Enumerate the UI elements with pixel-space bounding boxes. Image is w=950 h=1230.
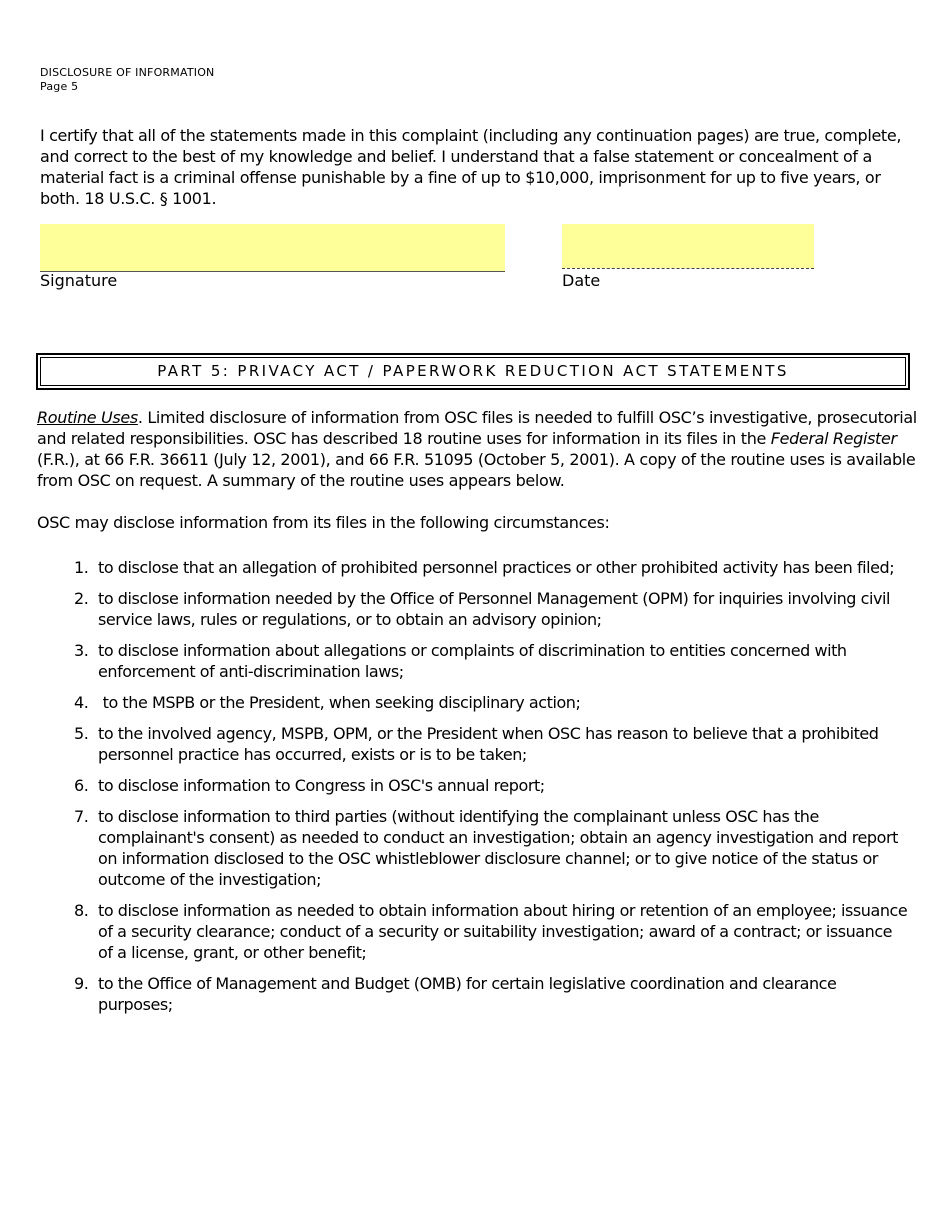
list-item-number: 6. — [74, 776, 89, 795]
routine-uses-paragraph — [37, 407, 917, 491]
signature-label: Signature — [40, 271, 118, 290]
routine-uses-text-2: (F.R.), at 66 F.R. 36611 (July 12, 2001), and 66 F.R. 51095 (October 5, 2001). A copy of the routine uses is available from OSC on request. A summary of the routine uses appears below. — [37, 450, 916, 490]
part5-heading-box — [36, 353, 910, 390]
list-item-number: 9. — [74, 974, 89, 993]
list-item — [70, 692, 910, 713]
disclosure-intro: OSC may disclose information from its files in the following circumstances: — [37, 513, 610, 532]
page-number: Page 5 — [40, 80, 79, 93]
date-underline — [562, 268, 814, 269]
list-item — [70, 900, 910, 963]
list-item-number: 4. — [74, 693, 89, 712]
list-item-text: to the Office of Management and Budget (OMB) for certain legislative coordination and clearance purposes; — [98, 974, 837, 1014]
list-item-number: 2. — [74, 589, 89, 608]
list-item-number: 8. — [74, 901, 89, 920]
list-item — [70, 775, 910, 796]
list-item — [70, 723, 910, 765]
routine-uses-title: Routine Uses — [37, 408, 138, 427]
list-item — [70, 557, 910, 578]
date-label: Date — [562, 271, 601, 290]
list-item-text: to disclose information about allegations or complaints of discrimination to entities concerned with enforcement of anti-discrimination laws; — [98, 641, 847, 681]
signature-field[interactable] — [40, 224, 505, 272]
list-item — [70, 973, 910, 1015]
list-item-number: 1. — [74, 558, 89, 577]
federal-register-title: Federal Register — [770, 429, 897, 448]
list-item — [70, 640, 910, 682]
routine-uses-list — [70, 557, 910, 1025]
list-item — [70, 806, 910, 890]
list-item-text: to disclose information needed by the Office of Personnel Management (OPM) for inquiries involving civil service laws, rules or regulations, or to obtain an advisory opinion; — [98, 589, 890, 629]
list-item-text: to the MSPB or the President, when seeking disciplinary action; — [98, 693, 581, 712]
list-item-number: 7. — [74, 807, 89, 826]
list-item-number: 3. — [74, 641, 89, 660]
list-item — [70, 588, 910, 630]
certification-statement: I certify that all of the statements made in this complaint (including any continuation pages) are true, complete, and correct to the best of my knowledge and belief. I understand that a false statement or concealment of a material fact is a criminal offense punishable by a fine of up to $10,000, imprisonment for up to five years, or both. 18 U.S.C. § 1001. — [40, 126, 902, 208]
part5-heading: PART 5: PRIVACY ACT / PAPERWORK REDUCTION ACT STATEMENTS — [40, 357, 906, 386]
list-item-text: to the involved agency, MSPB, OPM, or the President when OSC has reason to believe that a prohibited personnel practice has occurred, exists or is to be taken; — [98, 724, 879, 764]
list-item-text: to disclose that an allegation of prohibited personnel practices or other prohibited activity has been filed; — [98, 558, 895, 577]
list-item-text: to disclose information to third parties (without identifying the complainant unless OSC has the complainant's consent) as needed to conduct an investigation; obtain an agency investigation and report on information disclosed to the OSC whistleblower disclosure channel; or to give notice of the status or outcome of the investigation; — [98, 807, 898, 889]
list-item-number: 5. — [74, 724, 89, 743]
page-header — [40, 66, 215, 94]
form-section-title: DISCLOSURE OF INFORMATION — [40, 66, 215, 79]
routine-uses-text-1: . Limited disclosure of information from OSC files is needed to fulfill OSC’s investigative, prosecutorial and related responsibilities. OSC has described 18 routine uses for information in its files in the — [37, 408, 917, 448]
date-field[interactable] — [562, 224, 814, 268]
list-item-text: to disclose information to Congress in OSC's annual report; — [98, 776, 545, 795]
list-item-text: to disclose information as needed to obtain information about hiring or retention of an employee; issuance of a security clearance; conduct of a security or suitability investigation; award of a contract; or issuance of a license, grant, or other benefit; — [98, 901, 908, 962]
